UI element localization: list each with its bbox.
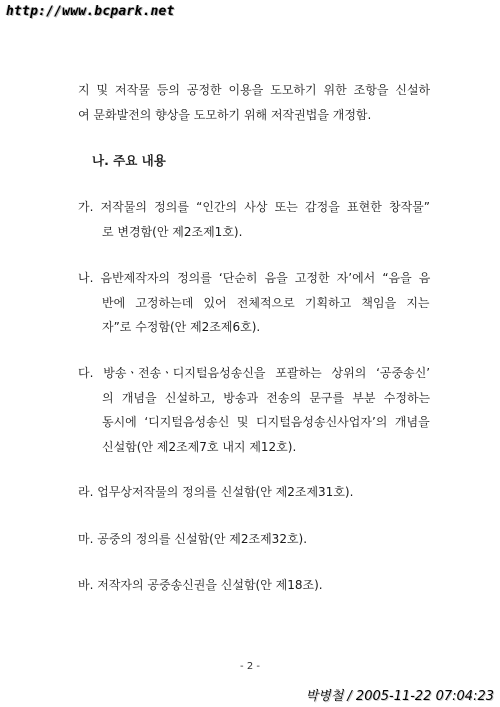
intro-line-2: 여 문화발전의 향상을 도모하기 위해 저작권법을 개정함. bbox=[78, 108, 372, 122]
item-line: 라. 업무상저작물의 정의를 신설함(안 제2조제31호). bbox=[78, 485, 354, 499]
item-line: 마. 공중의 정의를 신설함(안 제2조제32호). bbox=[78, 532, 308, 546]
item-line: 나. 음반제작자의 정의를 ‘단순히 음을 고정한 자’에서 “음을 음 bbox=[78, 271, 431, 285]
item-line: 다. 방송ㆍ전송ㆍ디지털음성송신을 포괄하는 상위의 ‘공중송신’ bbox=[78, 366, 431, 380]
item-line: 바. 저작자의 공중송신권을 신설함(안 제18조). bbox=[78, 578, 323, 592]
section-heading: 나. 주요 내용 bbox=[92, 153, 166, 168]
item-line: 반에 고정하는데 있어 전체적으로 기획하고 책임을 지는 bbox=[102, 296, 430, 310]
footer-stamp: 박병철 / 2005-11-22 07:04:23 bbox=[305, 689, 494, 704]
intro-line-1: 지 및 저작물 등의 공정한 이용을 도모하기 위한 조항을 신설하 bbox=[78, 83, 431, 97]
item-line: 가. 저작물의 정의를 “인간의 사상 또는 감정을 표현한 창작물” bbox=[78, 200, 430, 214]
item-line: 신설함(안 제2조제7호 내지 제12호). bbox=[102, 440, 297, 454]
item-line: 동시에 ‘디지털음성송신 및 디지털음성송신사업자’의 개념을 bbox=[102, 415, 430, 429]
item-line: 의 개념을 신설하고, 방송과 전송의 문구를 부분 수정하는 bbox=[102, 391, 431, 405]
item-line: 자”로 수정함(안 제2조제6호). bbox=[102, 320, 261, 334]
page-number: - 2 - bbox=[240, 661, 260, 672]
item-line: 로 변경함(안 제2조제1호). bbox=[102, 225, 243, 239]
watermark-url: http://www.bcpark.net bbox=[6, 4, 175, 19]
